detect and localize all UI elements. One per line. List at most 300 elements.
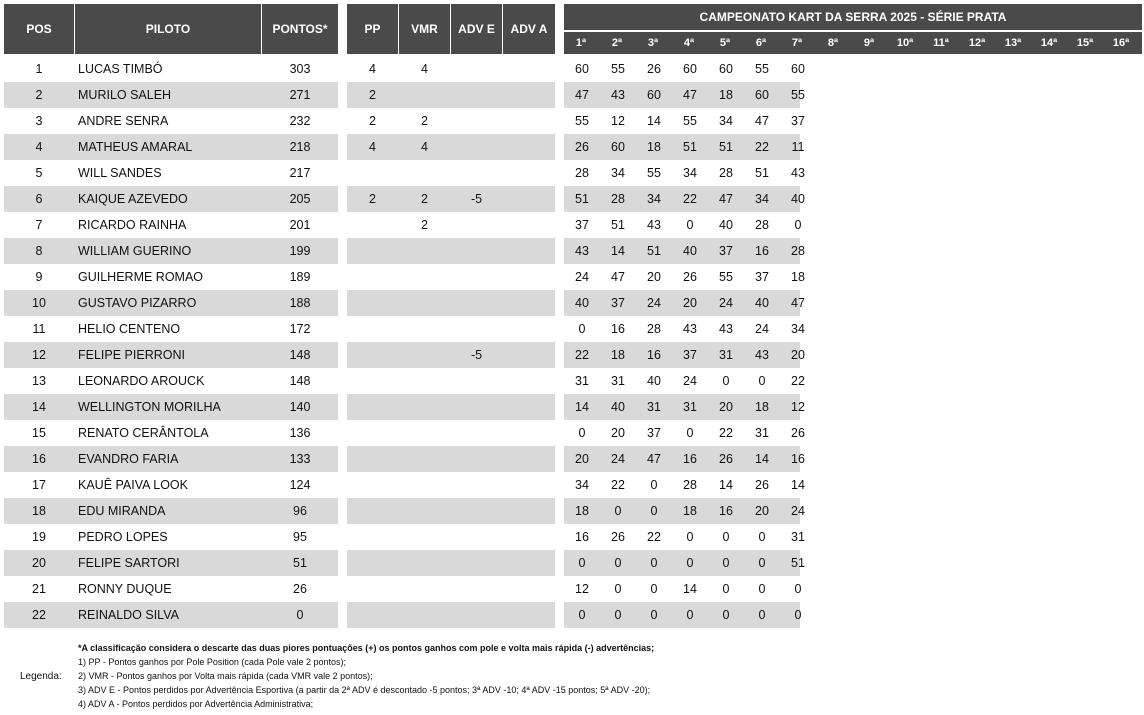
cell-piloto: RONNY DUQUE (78, 582, 172, 596)
header-race-16: 16ª (1104, 32, 1138, 54)
cell-race-3: 40 (647, 374, 661, 388)
cell-race-2: 47 (611, 270, 625, 284)
cell-race-2: 0 (614, 582, 622, 596)
cell-race-1: 43 (575, 244, 589, 258)
header-adv-e: ADV E (458, 22, 495, 36)
cell-race-1: 14 (575, 400, 589, 414)
cell-piloto: KAUÊ PAIVA LOOK (78, 478, 188, 492)
cell-pp: 4 (369, 62, 376, 76)
cell-race-5: 0 (722, 530, 730, 544)
cell-pos: 4 (35, 140, 43, 154)
cell-race-5: 47 (719, 192, 733, 206)
cell-race-2: 60 (611, 140, 625, 154)
cell-race-1: 55 (575, 114, 589, 128)
cell-adv-e (451, 316, 502, 342)
legend-item-adv-e: 3) ADV E - Pontos perdidos por Advertência Esportiva (a partir da 2ª ADV é descontado -5 pontos; 3ª ADV -10; 4ª ADV -15 pontos; 5ª ADV -20); (78, 685, 651, 695)
cell-adv-e (451, 108, 502, 134)
cell-race-3: 16 (647, 348, 661, 362)
cell-piloto: KAIQUE AZEVEDO (78, 192, 188, 206)
cell-race-6: 0 (758, 608, 766, 622)
cell-adv-a (503, 212, 555, 238)
header-pp: PP (364, 22, 381, 36)
cell-race-7: 24 (791, 504, 805, 518)
cell-pontos: 148 (289, 348, 311, 362)
header-race-4: 4ª (672, 32, 706, 54)
cell-race-1: 40 (575, 296, 589, 310)
standings-header-races (564, 4, 1142, 54)
cell-race-5: 22 (719, 426, 733, 440)
cell-adv-a (503, 108, 555, 134)
table-row (0, 212, 1144, 238)
cell-piloto: LEONARDO AROUCK (78, 374, 205, 388)
cell-pp (347, 238, 398, 264)
cell-adv-a (503, 160, 555, 186)
cell-pos: 8 (35, 244, 43, 258)
cell-pos: 21 (32, 582, 46, 596)
cell-adv-a (503, 238, 555, 264)
cell-race-3: 18 (647, 140, 661, 154)
cell-race-5: 0 (722, 374, 730, 388)
cell-adv-e (451, 368, 502, 394)
cell-race-1: 22 (575, 348, 589, 362)
cell-pos: 14 (32, 400, 46, 414)
cell-piloto: PEDRO LOPES (78, 530, 168, 544)
cell-race-6: 55 (755, 62, 769, 76)
cell-adv-e (451, 212, 502, 238)
cell-race-4: 0 (686, 218, 694, 232)
table-row (0, 134, 1144, 160)
cell-race-6: 24 (755, 322, 769, 336)
header-race-7: 7ª (780, 32, 814, 54)
cell-race-2: 0 (614, 504, 622, 518)
cell-pp (347, 368, 398, 394)
cell-vmr (399, 446, 450, 472)
table-row (0, 420, 1144, 446)
cell-vmr (399, 238, 450, 264)
cell-race-4: 24 (683, 374, 697, 388)
cell-piloto: ANDRE SENRA (78, 114, 169, 128)
cell-race-7: 51 (791, 556, 805, 570)
cell-race-3: 28 (647, 322, 661, 336)
cell-race-3: 0 (650, 478, 658, 492)
cell-pos: 17 (32, 478, 46, 492)
cell-race-4: 18 (683, 504, 697, 518)
cell-race-7: 31 (791, 530, 805, 544)
cell-race-7: 0 (794, 218, 802, 232)
header-race-1: 1ª (564, 32, 598, 54)
cell-pontos: 172 (289, 322, 311, 336)
cell-adv-a (503, 524, 555, 550)
cell-adv-e (451, 602, 502, 628)
cell-race-4: 0 (686, 608, 694, 622)
cell-race-6: 0 (758, 530, 766, 544)
cell-vmr (399, 394, 450, 420)
table-row (0, 316, 1144, 342)
cell-race-5: 16 (719, 504, 733, 518)
cell-race-2: 34 (611, 166, 625, 180)
cell-race-3: 0 (650, 556, 658, 570)
cell-pontos: 124 (289, 478, 311, 492)
cell-pos: 19 (32, 530, 46, 544)
cell-race-5: 31 (719, 348, 733, 362)
cell-race-7: 11 (791, 140, 805, 154)
cell-pos: 6 (35, 192, 43, 206)
cell-race-4: 55 (683, 114, 697, 128)
cell-race-4: 28 (683, 478, 697, 492)
cell-vmr (399, 342, 450, 368)
cell-pontos: 133 (289, 452, 311, 466)
cell-race-5: 55 (719, 270, 733, 284)
cell-race-3: 14 (647, 114, 661, 128)
cell-race-4: 14 (683, 582, 697, 596)
cell-adv-e (451, 472, 502, 498)
cell-pos: 15 (32, 426, 46, 440)
cell-race-6: 0 (758, 556, 766, 570)
cell-race-4: 0 (686, 556, 694, 570)
legend-item-pp: 1) PP - Pontos ganhos por Pole Position (cada Pole vale 2 pontos); (78, 657, 346, 667)
cell-piloto: RENATO CERÂNTOLA (78, 426, 209, 440)
cell-pp (347, 212, 398, 238)
cell-race-1: 0 (578, 322, 586, 336)
cell-race-1: 28 (575, 166, 589, 180)
cell-race-1: 51 (575, 192, 589, 206)
cell-piloto: EDU MIRANDA (78, 504, 166, 518)
cell-adv-a (503, 316, 555, 342)
cell-pp (347, 524, 398, 550)
cell-pos: 18 (32, 504, 46, 518)
cell-piloto: EVANDRO FARIA (78, 452, 179, 466)
header-adv-a: ADV A (510, 22, 548, 36)
cell-adv-e (451, 238, 502, 264)
cell-adv-a (503, 498, 555, 524)
cell-race-5: 40 (719, 218, 733, 232)
cell-race-6: 43 (755, 348, 769, 362)
cell-race-1: 26 (575, 140, 589, 154)
cell-piloto: RICARDO RAINHA (78, 218, 187, 232)
cell-race-2: 28 (611, 192, 625, 206)
cell-pos: 16 (32, 452, 46, 466)
cell-race-4: 40 (683, 244, 697, 258)
cell-race-5: 0 (722, 582, 730, 596)
cell-pp: 2 (369, 114, 376, 128)
header-race-6: 6ª (744, 32, 778, 54)
cell-pos: 11 (32, 322, 46, 336)
cell-pos: 1 (35, 62, 43, 76)
cell-vmr (399, 472, 450, 498)
cell-piloto: HELIO CENTENO (78, 322, 181, 336)
cell-vmr (399, 498, 450, 524)
table-row (0, 342, 1144, 368)
legend-item-adv-a: 4) ADV A - Pontos perdidos por Advertência Administrativa; (78, 699, 314, 709)
cell-race-7: 28 (791, 244, 805, 258)
cell-adv-a (503, 264, 555, 290)
cell-race-2: 26 (611, 530, 625, 544)
cell-vmr (399, 160, 450, 186)
cell-race-4: 51 (683, 140, 697, 154)
cell-race-6: 22 (755, 140, 769, 154)
cell-race-5: 28 (719, 166, 733, 180)
cell-pontos: 188 (289, 296, 311, 310)
cell-race-6: 40 (755, 296, 769, 310)
cell-race-1: 0 (578, 556, 586, 570)
cell-race-7: 47 (791, 296, 805, 310)
cell-race-3: 60 (647, 88, 661, 102)
cell-race-1: 24 (575, 270, 589, 284)
cell-piloto: FELIPE PIERRONI (78, 348, 185, 362)
cell-race-7: 34 (791, 322, 805, 336)
cell-race-1: 12 (575, 582, 589, 596)
cell-pos: 20 (32, 556, 46, 570)
cell-race-4: 26 (683, 270, 697, 284)
cell-piloto: FELIPE SARTORI (78, 556, 180, 570)
cell-pos: 2 (35, 88, 43, 102)
cell-race-7: 14 (791, 478, 805, 492)
header-race-5: 5ª (708, 32, 742, 54)
cell-race-2: 20 (611, 426, 625, 440)
cell-adv-a (503, 446, 555, 472)
cell-adv-a (503, 56, 555, 82)
cell-race-5: 14 (719, 478, 733, 492)
cell-race-7: 16 (791, 452, 805, 466)
table-row (0, 264, 1144, 290)
cell-pontos: 205 (289, 192, 311, 206)
cell-race-7: 22 (791, 374, 805, 388)
cell-race-2: 12 (611, 114, 625, 128)
cell-race-2: 51 (611, 218, 625, 232)
table-row (0, 472, 1144, 498)
table-row (0, 82, 1144, 108)
cell-adv-e (451, 394, 502, 420)
cell-piloto: REINALDO SILVA (78, 608, 179, 622)
cell-race-3: 20 (647, 270, 661, 284)
cell-race-1: 0 (578, 426, 586, 440)
cell-pontos: 218 (289, 140, 311, 154)
table-row (0, 238, 1144, 264)
cell-pp (347, 446, 398, 472)
cell-adv-a (503, 394, 555, 420)
cell-adv-e (451, 524, 502, 550)
cell-vmr (399, 316, 450, 342)
cell-pontos: 232 (289, 114, 311, 128)
cell-pontos: 271 (289, 88, 311, 102)
cell-race-1: 16 (575, 530, 589, 544)
standings-header-bonus (347, 4, 555, 54)
cell-race-7: 0 (794, 582, 802, 596)
cell-race-6: 37 (755, 270, 769, 284)
cell-race-1: 31 (575, 374, 589, 388)
cell-race-4: 20 (683, 296, 697, 310)
cell-pos: 7 (35, 218, 43, 232)
cell-race-7: 55 (791, 88, 805, 102)
cell-piloto: WELLINGTON MORILHA (78, 400, 221, 414)
cell-vmr (399, 420, 450, 446)
table-row (0, 602, 1144, 628)
cell-race-6: 51 (755, 166, 769, 180)
cell-piloto: WILLIAM GUERINO (78, 244, 192, 258)
cell-race-3: 22 (647, 530, 661, 544)
cell-vmr: 2 (421, 114, 428, 128)
cell-race-6: 31 (755, 426, 769, 440)
cell-vmr: 2 (421, 218, 428, 232)
cell-race-5: 51 (719, 140, 733, 154)
table-row (0, 446, 1144, 472)
cell-race-7: 26 (791, 426, 805, 440)
cell-adv-a (503, 134, 555, 160)
championship-title: CAMPEONATO KART DA SERRA 2025 - SÉRIE PRATA (699, 10, 1007, 24)
cell-race-7: 12 (791, 400, 805, 414)
cell-race-6: 18 (755, 400, 769, 414)
header-piloto: PILOTO (145, 22, 191, 36)
cell-pos: 12 (32, 348, 46, 362)
cell-race-2: 55 (611, 62, 625, 76)
header-race-9: 9ª (852, 32, 886, 54)
cell-race-3: 47 (647, 452, 661, 466)
cell-race-6: 20 (755, 504, 769, 518)
table-row (0, 576, 1144, 602)
cell-pontos: 303 (289, 62, 311, 76)
cell-adv-e (451, 160, 502, 186)
table-row (0, 56, 1144, 82)
cell-pos: 10 (32, 296, 46, 310)
cell-race-2: 22 (611, 478, 625, 492)
cell-race-1: 47 (575, 88, 589, 102)
cell-pp (347, 264, 398, 290)
cell-pos: 13 (32, 374, 46, 388)
cell-race-5: 18 (719, 88, 733, 102)
cell-race-2: 43 (611, 88, 625, 102)
cell-race-6: 47 (755, 114, 769, 128)
cell-vmr (399, 290, 450, 316)
cell-race-5: 37 (719, 244, 733, 258)
cell-race-2: 40 (611, 400, 625, 414)
cell-race-7: 60 (791, 62, 805, 76)
header-race-2: 2ª (600, 32, 634, 54)
cell-vmr (399, 602, 450, 628)
cell-adv-e (451, 264, 502, 290)
header-race-10: 10ª (888, 32, 922, 54)
cell-adv-e (451, 446, 502, 472)
table-row (0, 160, 1144, 186)
cell-adv-e (451, 550, 502, 576)
cell-adv-e (451, 498, 502, 524)
cell-race-3: 31 (647, 400, 661, 414)
cell-race-5: 20 (719, 400, 733, 414)
cell-race-2: 14 (611, 244, 625, 258)
cell-pp: 2 (369, 88, 376, 102)
cell-race-6: 26 (755, 478, 769, 492)
cell-race-3: 0 (650, 582, 658, 596)
cell-race-3: 26 (647, 62, 661, 76)
cell-race-3: 0 (650, 504, 658, 518)
table-row (0, 550, 1144, 576)
cell-race-3: 37 (647, 426, 661, 440)
cell-piloto: MURILO SALEH (78, 88, 172, 102)
cell-race-1: 0 (578, 608, 586, 622)
cell-race-5: 26 (719, 452, 733, 466)
cell-piloto: LUCAS TIMBÓ (78, 62, 163, 76)
table-row (0, 186, 1144, 212)
cell-pp (347, 342, 398, 368)
cell-piloto: WILL SANDES (78, 166, 162, 180)
cell-pontos: 26 (293, 582, 307, 596)
cell-vmr (399, 82, 450, 108)
header-race-8: 8ª (816, 32, 850, 54)
header-race-3: 3ª (636, 32, 670, 54)
cell-pp: 4 (369, 140, 376, 154)
header-race-15: 15ª (1068, 32, 1102, 54)
cell-pp (347, 472, 398, 498)
cell-race-2: 31 (611, 374, 625, 388)
cell-adv-a (503, 472, 555, 498)
cell-race-6: 0 (758, 582, 766, 596)
cell-pp (347, 550, 398, 576)
cell-vmr: 2 (421, 192, 428, 206)
cell-pp (347, 290, 398, 316)
cell-pontos: 96 (293, 504, 307, 518)
cell-race-4: 16 (683, 452, 697, 466)
cell-race-2: 0 (614, 556, 622, 570)
cell-vmr (399, 576, 450, 602)
cell-race-6: 34 (755, 192, 769, 206)
cell-race-2: 16 (611, 322, 625, 336)
cell-race-1: 20 (575, 452, 589, 466)
cell-pp (347, 316, 398, 342)
cell-race-3: 55 (647, 166, 661, 180)
cell-pos: 5 (35, 166, 43, 180)
cell-race-4: 0 (686, 426, 694, 440)
cell-race-1: 37 (575, 218, 589, 232)
cell-race-2: 18 (611, 348, 625, 362)
cell-adv-e (451, 420, 502, 446)
cell-pos: 22 (32, 608, 46, 622)
cell-race-7: 43 (791, 166, 805, 180)
cell-race-2: 0 (614, 608, 622, 622)
cell-piloto: GUSTAVO PIZARRO (78, 296, 197, 310)
header-pos: POS (26, 22, 52, 36)
cell-race-4: 0 (686, 530, 694, 544)
standings-header-left (4, 4, 338, 54)
cell-pp (347, 498, 398, 524)
header-pontos: PONTOS* (272, 22, 328, 36)
cell-pontos: 199 (289, 244, 311, 258)
cell-adv-e (451, 576, 502, 602)
cell-adv-a (503, 576, 555, 602)
header-race-14: 14ª (1032, 32, 1066, 54)
table-row (0, 498, 1144, 524)
cell-race-5: 43 (719, 322, 733, 336)
cell-race-7: 40 (791, 192, 805, 206)
cell-race-3: 43 (647, 218, 661, 232)
cell-vmr (399, 524, 450, 550)
cell-pp (347, 576, 398, 602)
cell-race-5: 0 (722, 556, 730, 570)
cell-race-6: 14 (755, 452, 769, 466)
cell-race-4: 37 (683, 348, 697, 362)
cell-pos: 3 (35, 114, 43, 128)
cell-race-7: 0 (794, 608, 802, 622)
cell-pontos: 189 (289, 270, 311, 284)
cell-race-7: 18 (791, 270, 805, 284)
header-race-11: 11ª (924, 32, 958, 54)
cell-pp (347, 160, 398, 186)
cell-race-3: 34 (647, 192, 661, 206)
cell-pp (347, 394, 398, 420)
cell-vmr (399, 368, 450, 394)
table-row (0, 108, 1144, 134)
cell-race-3: 0 (650, 608, 658, 622)
cell-race-1: 60 (575, 62, 589, 76)
cell-adv-a (503, 186, 555, 212)
